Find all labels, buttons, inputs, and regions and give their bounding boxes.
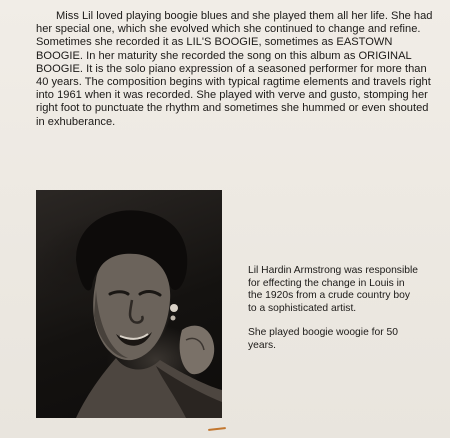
portrait-photo [36, 190, 222, 418]
article-paragraph: Miss Lil loved playing boogie blues and she played them all her life. She had her special one, which she evolved which she continued to change and refine. Sometimes she recorded it as LIL'S BOOGIE, sometimes as EASTOWN BOOGIE. In her maturity she recorded the song on this album as ORIGINAL BOOGIE. It is the solo piano expression of a seasoned performer for more than 40 years. The composition begins with typical ragtime elements and travels right into 1961 when it was recorded. She played with verve and gusto, stomping her right foot to punctuate the rhythm and sometimes she hummed or even shouted in exhuberance. [36, 10, 433, 128]
caption-line-1: Lil Hardin Armstrong was responsible for effecting the change in Louis in the 1920s from a crude country boy to a sophisticated artist. [248, 265, 418, 314]
article-text [36, 10, 438, 129]
caption-line-2: She played boogie woogie for 50 years. [248, 327, 398, 351]
portrait-illustration [36, 190, 222, 418]
photo-caption [248, 265, 418, 365]
pen-mark [208, 427, 226, 431]
